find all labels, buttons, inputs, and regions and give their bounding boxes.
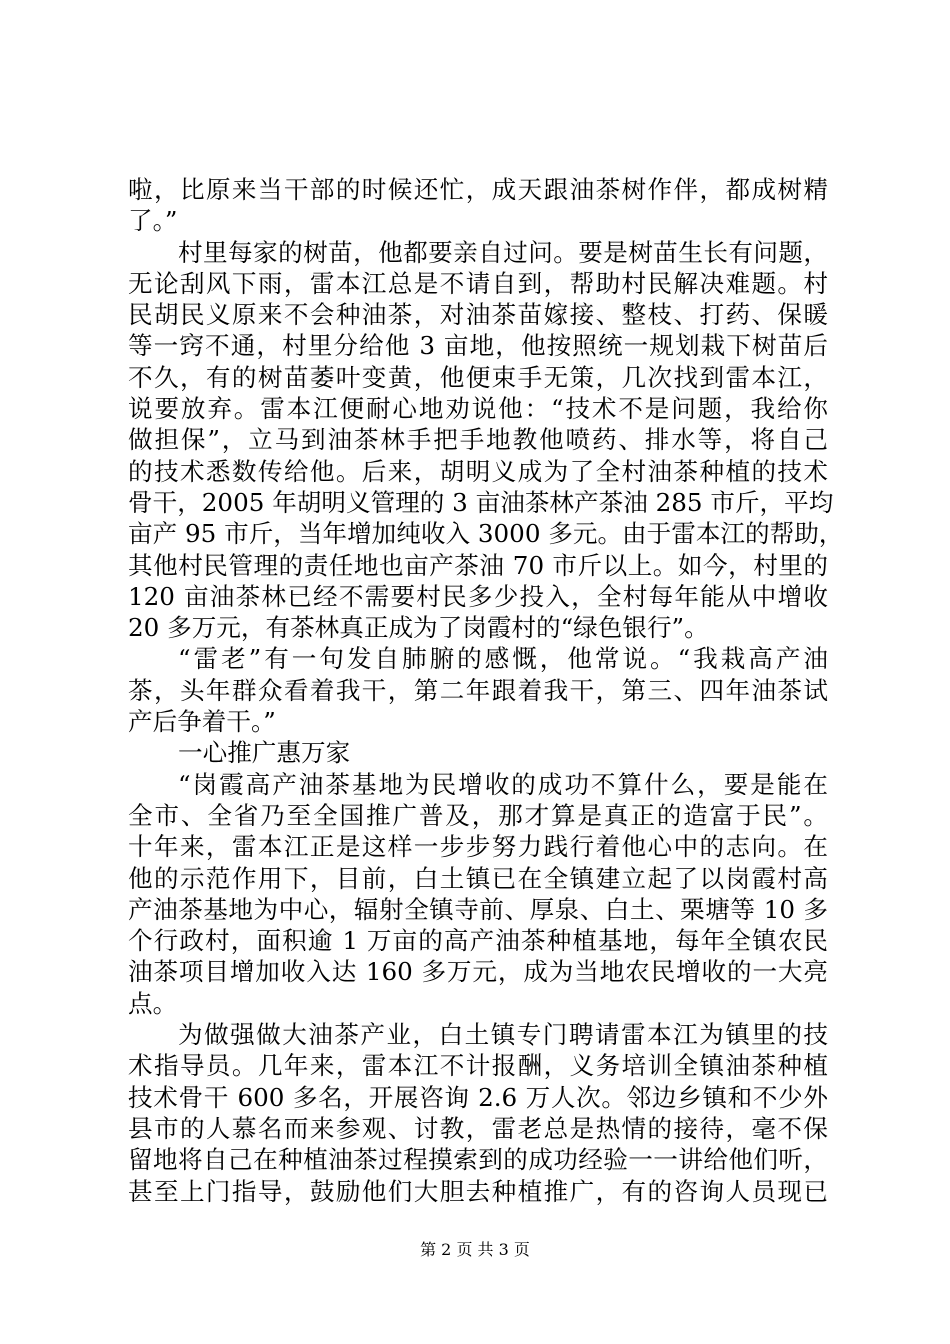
text-line: 120 亩油茶林已经不需要村民多少投入，全村每年能从中增收: [128, 581, 828, 611]
text-line: 的技术悉数传给他。后来，胡明义成为了全村油茶种植的技术: [128, 456, 828, 486]
paragraph: [128, 643, 828, 737]
text-line: 做担保”，立马到油茶林手把手地教他喷药、排水等，将自己: [128, 425, 828, 455]
text-line: 等一窍不通，村里分给他 3 亩地，他按照统一规划栽下树苗后: [128, 331, 828, 361]
text-line: 说要放弃。雷本江便耐心地劝说他：“技术不是问题，我给你: [128, 394, 828, 424]
page-footer: [0, 1240, 950, 1260]
text-line: 他的示范作用下，目前，白土镇已在全镇建立起了以岗霞村高: [128, 863, 828, 893]
text-line: 术指导员。几年来，雷本江不计报酬，义务培训全镇油茶种植: [128, 1051, 828, 1081]
text-line: 技术骨干 600 多名，开展咨询 2.6 万人次。邻边乡镇和不少外: [128, 1082, 828, 1112]
paragraph: [128, 1019, 828, 1207]
text-line: 亩产 95 市斤，当年增加纯收入 3000 多元。由于雷本江的帮助，: [128, 519, 844, 549]
paragraph: [128, 237, 844, 644]
text-line: “雷老”有一句发自肺腑的感慨，他常说。“我栽高产油: [178, 644, 828, 674]
paragraph-continuation: [128, 174, 828, 237]
paragraph: [128, 769, 828, 1019]
text-line: 其他村民管理的责任地也亩产茶油 70 市斤以上。如今，村里的: [128, 550, 828, 580]
text-line: 县市的人慕名而来参观、讨教，雷老总是热情的接待，毫不保: [128, 1113, 828, 1143]
text-line: 骨干，2005 年胡明义管理的 3 亩油茶林产茶油 285 市斤，平均: [128, 487, 834, 517]
text-line: 20 多万元，有茶林真正成为了岗霞村的“绿色银行”。: [128, 613, 709, 643]
text-line: “岗霞高产油茶基地为民增收的成功不算什么，要是能在: [178, 769, 828, 799]
page-number: 第 2 页 共 3 页: [420, 1240, 530, 1259]
text-line: 点。: [128, 988, 178, 1018]
text-line: 无论刮风下雨，雷本江总是不请自到，帮助村民解决难题。村: [128, 268, 828, 298]
text-line: 产后争着干。”: [128, 707, 276, 737]
text-line: 留地将自己在种植油茶过程摸索到的成功经验一一讲给他们听，: [128, 1145, 828, 1175]
text-line: 十年来，雷本江正是这样一步步努力践行着他心中的志向。在: [128, 832, 828, 862]
text-line: 啦，比原来当干部的时候还忙，成天跟油茶树作伴，都成树精: [128, 175, 828, 204]
section-heading: [128, 737, 828, 768]
text-line: 产油茶基地为中心，辐射全镇寺前、厚泉、白土、栗塘等 10 多: [128, 894, 828, 924]
text-line: 民胡民义原来不会种油茶，对油茶苗嫁接、整枝、打药、保暖: [128, 300, 828, 330]
text-line: 茶，头年群众看着我干，第二年跟着我干，第三、四年油茶试: [128, 675, 828, 705]
heading-line: 一心推广惠万家: [178, 738, 351, 768]
text-line: 村里每家的树苗，他都要亲自过问。要是树苗生长有问题，: [178, 237, 828, 267]
document-body: [128, 174, 844, 1207]
text-line: 了。”: [128, 206, 178, 236]
text-line: 甚至上门指导，鼓励他们大胆去种植推广，有的咨询人员现已: [128, 1176, 828, 1206]
text-line: 油茶项目增加收入达 160 多万元，成为当地农民增收的一大亮: [128, 957, 828, 987]
text-line: 个行政村，面积逾 1 万亩的高产油茶种植基地，每年全镇农民: [128, 926, 828, 956]
text-line: 全市、全省乃至全国推广普及，那才算是真正的造富于民”。: [128, 800, 828, 830]
text-line: 不久，有的树苗萎叶变黄，他便束手无策，几次找到雷本江，: [128, 362, 828, 392]
text-line: 为做强做大油茶产业，白土镇专门聘请雷本江为镇里的技: [178, 1020, 828, 1050]
